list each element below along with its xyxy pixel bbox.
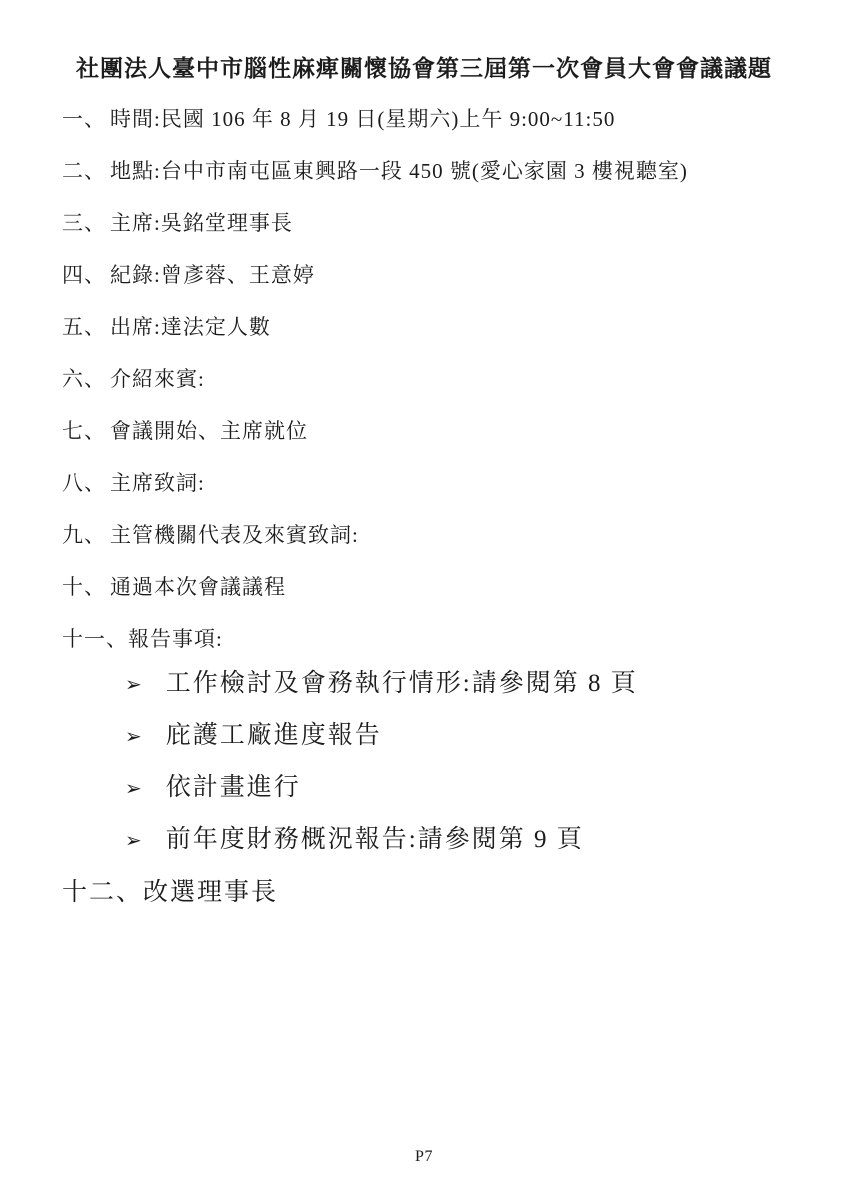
- agenda-item-12: [62, 875, 786, 911]
- item-number: 十一、: [62, 627, 128, 651]
- item-text: 時間:民國 106 年 8 月 19 日(星期六)上午 9:00~11:50: [110, 107, 616, 131]
- report-bullet-1: [62, 667, 786, 701]
- agenda-item-6: [62, 365, 786, 393]
- bullet-text: 前年度財務概況報告:請參閱第 9 頁: [165, 826, 584, 853]
- item-number: 十二、: [62, 879, 144, 906]
- report-bullet-2: [62, 719, 786, 753]
- item-number: 二、: [62, 159, 106, 183]
- bullet-text: 依計畫進行: [165, 774, 301, 801]
- agenda-item-3: [62, 209, 786, 237]
- agenda-item-2: [62, 157, 786, 185]
- agenda-item-7: [62, 417, 786, 445]
- arrow-bullet-icon: ➢: [125, 724, 142, 748]
- item-number: 一、: [62, 107, 106, 131]
- item-text: 報告事項:: [128, 627, 223, 651]
- agenda-list: [62, 105, 786, 911]
- item-text: 地點:台中市南屯區東興路一段 450 號(愛心家園 3 樓視聽室): [110, 159, 688, 183]
- item-text: 主席:吳銘堂理事長: [110, 211, 293, 235]
- page-title: 社團法人臺中市腦性麻痺關懷協會第三屆第一次會員大會會議議題: [76, 56, 772, 81]
- item-number: 三、: [62, 211, 106, 235]
- item-text: 出席:達法定人數: [110, 315, 271, 339]
- agenda-item-4: [62, 261, 786, 289]
- item-text: 紀錄:曾彥蓉、王意婷: [110, 263, 315, 287]
- report-bullet-list: [62, 667, 786, 857]
- item-text: 介紹來賓:: [110, 367, 205, 391]
- arrow-bullet-icon: ➢: [125, 776, 142, 800]
- item-text: 主席致詞:: [110, 471, 205, 495]
- arrow-bullet-icon: ➢: [125, 672, 142, 696]
- agenda-item-10: [62, 573, 786, 601]
- agenda-item-11: [62, 625, 786, 653]
- item-text: 改選理事長: [143, 879, 279, 906]
- arrow-bullet-icon: ➢: [125, 828, 142, 852]
- report-bullet-3: [62, 771, 786, 805]
- agenda-item-8: [62, 469, 786, 497]
- bullet-text: 工作檢討及會務執行情形:請參閱第 8 頁: [165, 670, 638, 697]
- agenda-item-5: [62, 313, 786, 341]
- item-number: 六、: [62, 367, 106, 391]
- item-number: 五、: [62, 315, 106, 339]
- item-number: 四、: [62, 263, 106, 287]
- item-text: 主管機關代表及來賓致詞:: [110, 523, 359, 547]
- item-number: 七、: [62, 419, 106, 443]
- report-bullet-4: [62, 823, 786, 857]
- page-number: P7: [415, 1148, 433, 1165]
- item-text: 會議開始、主席就位: [110, 419, 308, 443]
- bullet-text: 庇護工廠進度報告: [165, 722, 382, 749]
- agenda-item-1: [62, 105, 786, 133]
- agenda-item-9: [62, 521, 786, 549]
- item-number: 八、: [62, 471, 106, 495]
- item-number: 十、: [62, 575, 106, 599]
- item-number: 九、: [62, 523, 106, 547]
- item-text: 通過本次會議議程: [110, 575, 286, 599]
